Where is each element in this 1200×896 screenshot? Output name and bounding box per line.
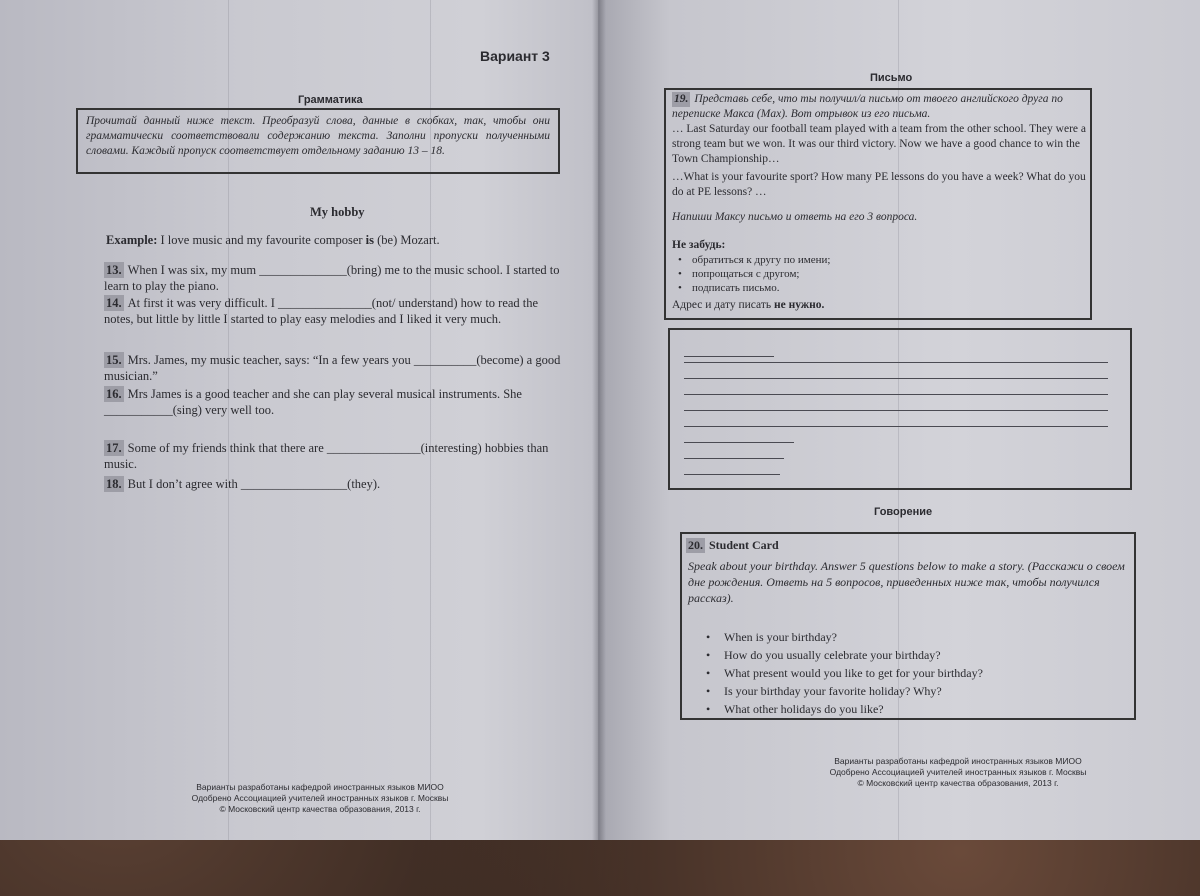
grammar-section-title: Грамматика xyxy=(298,94,363,106)
footer-line: © Московский центр качества образования, 2013 г. xyxy=(219,804,421,814)
variant-label: Вариант 3 xyxy=(480,48,550,64)
question-text: But I don’t agree with _________________(they). xyxy=(127,477,381,491)
student-card-question: • What other holidays do you like? xyxy=(706,700,983,718)
grammar-instruction-text: Прочитай данный ниже текст. Преобразуй слова, данные в скобках, так, чтобы они грамматически соответствовали содержанию текста. Заполни пропуски полученными словами. Каждый пропуск соответствует отдельному заданию 13 – 18. xyxy=(86,115,550,157)
task-number: 19. xyxy=(674,93,689,105)
answer-line xyxy=(684,362,1108,363)
question-text: Mrs. James, my music teacher, says: “In a few years you __________(become) a good musician.” xyxy=(104,353,561,383)
letter-excerpt-2: …What is your favourite sport? How many PE lessons do you have a week? What do you do at PE lessons? … xyxy=(672,171,1086,198)
letter-section-title: Письмо xyxy=(870,72,913,84)
remember-item: • подписать письмо. xyxy=(678,281,830,295)
footer-line: Одобрено Ассоциацией учителей иностранных языков г. Москвы xyxy=(829,767,1087,777)
book-gutter xyxy=(592,0,606,840)
text-title: My hobby xyxy=(310,205,365,219)
right-page xyxy=(598,0,1200,840)
answer-line xyxy=(684,356,774,357)
student-card-question: • What present would you like to get for your birthday? xyxy=(706,664,983,682)
answer-line xyxy=(684,474,780,475)
example-line xyxy=(106,233,440,248)
left-page xyxy=(0,0,600,840)
footer-line: © Московский центр качества образования, 2013 г. xyxy=(857,778,1059,788)
example-answer: is xyxy=(365,233,375,247)
remember-list xyxy=(678,253,830,295)
question-13 xyxy=(104,262,564,294)
question-17 xyxy=(104,440,564,472)
answer-line xyxy=(684,394,1108,395)
question-number: 14. xyxy=(106,296,122,310)
remember-label: Не забудь: xyxy=(672,239,726,251)
answer-line xyxy=(684,426,1108,427)
letter-excerpt-1: … Last Saturday our football team played with a team from the other school. They were a strong team but we won. It was our third victory. Now we have a good chance to win the Town Championship… xyxy=(672,123,1086,165)
student-card-question: • Is your birthday your favorite holiday? Why? xyxy=(706,682,983,700)
footer-line: Варианты разработаны кафедрой иностранных языков МИОО xyxy=(196,782,444,792)
student-card-title: Student Card xyxy=(709,538,779,552)
address-note-bold: не нужно. xyxy=(773,299,825,311)
question-18 xyxy=(104,476,564,492)
task-number: 20. xyxy=(688,538,703,552)
question-14 xyxy=(104,295,564,327)
question-text: When I was six, my mum ______________(bring) me to the music school. I started to learn to play the piano. xyxy=(104,263,560,293)
task-19-prompt xyxy=(672,92,1082,122)
question-15 xyxy=(104,352,564,384)
left-footer xyxy=(170,782,470,815)
student-card-question: • How do you usually celebrate your birthday? xyxy=(706,646,983,664)
right-footer xyxy=(808,756,1108,789)
example-before: I love music and my favourite composer xyxy=(157,233,366,247)
task-20-instruction: Speak about your birthday. Answer 5 questions below to make a story. (Расскажи о своем дне рождения. Ответь на 5 вопросов, приведенных ниже так, чтобы получился рассказ). xyxy=(688,559,1125,605)
footer-line: Одобрено Ассоциацией учителей иностранных языков г. Москвы xyxy=(191,793,449,803)
question-number: 18. xyxy=(106,477,122,491)
address-note-text: Адрес и дату писать xyxy=(672,299,774,311)
answer-writing-area[interactable] xyxy=(668,328,1132,490)
question-text: Mrs James is a good teacher and she can play several musical instruments. She ___________(sing) very well too. xyxy=(104,387,522,417)
address-note xyxy=(672,298,824,313)
remember-item: • обратиться к другу по имени; xyxy=(678,253,830,267)
remember-item: • попрощаться с другом; xyxy=(678,267,830,281)
question-number: 13. xyxy=(106,263,122,277)
question-number: 15. xyxy=(106,353,122,367)
write-instruction: Напиши Максу письмо и ответь на его 3 вопроса. xyxy=(672,211,918,223)
task-19-box xyxy=(664,88,1092,320)
task-20-box xyxy=(680,532,1136,720)
grammar-instruction-box xyxy=(76,108,560,174)
speaking-section-title: Говорение xyxy=(874,506,933,518)
question-text: At first it was very difficult. I _______________(not/ understand) how to read the notes, but little by little I started to play easy melodies and I liked it very much. xyxy=(104,296,539,326)
task-20-header xyxy=(686,538,779,553)
example-after: (be) Mozart. xyxy=(374,233,440,247)
question-16 xyxy=(104,386,564,418)
example-label: Example: xyxy=(106,233,158,247)
student-card-question: • When is your birthday? xyxy=(706,628,983,646)
answer-line xyxy=(684,378,1108,379)
student-card-questions xyxy=(706,628,983,718)
question-text: Some of my friends think that there are _______________(interesting) hobbies than music. xyxy=(104,441,549,471)
footer-line: Варианты разработаны кафедрой иностранных языков МИОО xyxy=(834,756,1082,766)
question-number: 17. xyxy=(106,441,122,455)
answer-line xyxy=(684,458,784,459)
question-number: 16. xyxy=(106,387,122,401)
answer-line xyxy=(684,442,794,443)
answer-line xyxy=(684,410,1108,411)
task-19-prompt-text: Представь себе, что ты получил/а письмо от твоего английского друга по переписке Макса (Max). Вот отрывок из его письма. xyxy=(672,93,1063,120)
